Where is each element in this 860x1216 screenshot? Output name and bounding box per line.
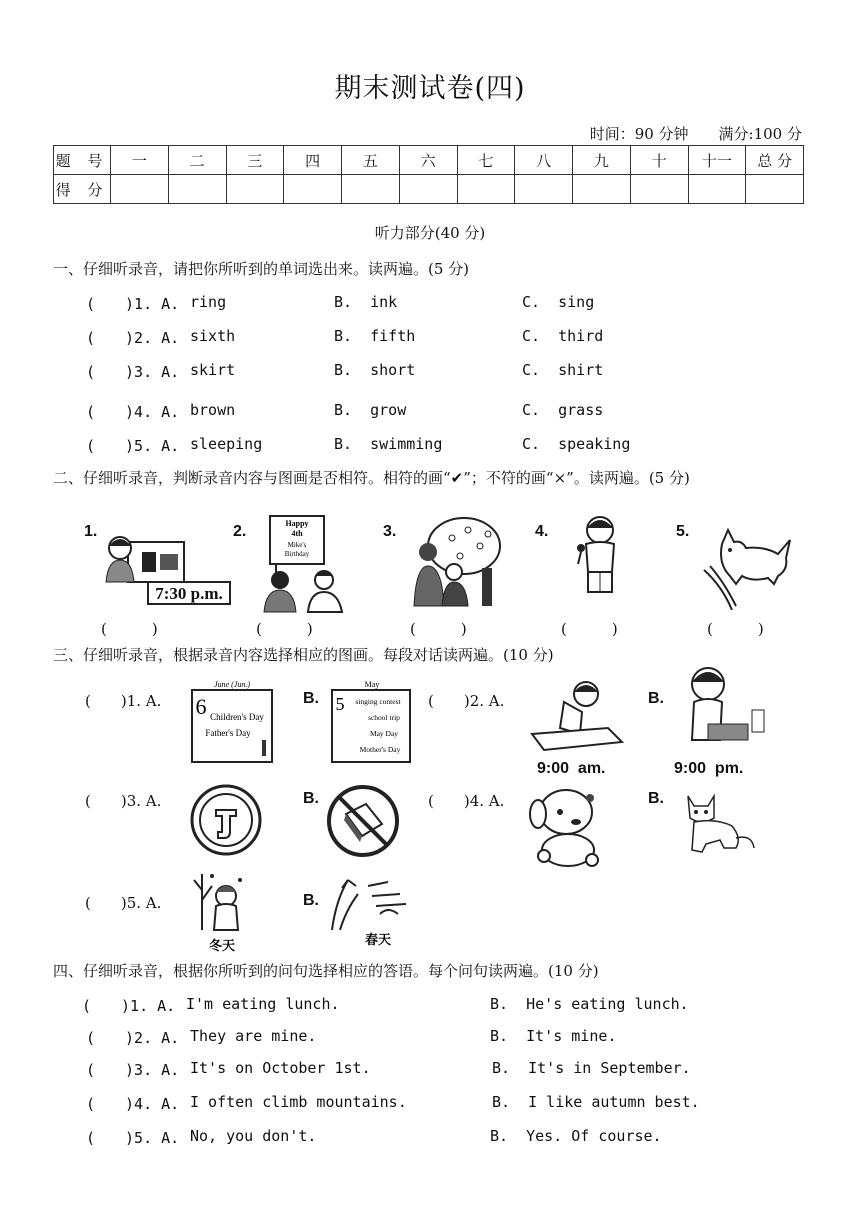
picture-number: 5. [676, 523, 690, 540]
list-item [86, 1127, 826, 1149]
section-4-instruction: 四、仔细听录音，根据你所听到的问句选择相应的答语。每个问句读两遍。(10 分) [53, 962, 599, 980]
calendar-header: June (Jun.) [214, 680, 250, 689]
score-input-cell[interactable] [457, 175, 515, 204]
option-b: B. grow [334, 401, 407, 419]
answer-blank[interactable]: ( )3. A. [86, 1061, 180, 1079]
section-3-instruction: 三、仔细听录音，根据录音内容选择相应的图画。每段对话读两遍。(10 分) [53, 646, 554, 664]
clock-time-label: 7:30 p.m. [155, 584, 223, 603]
score-input-cell[interactable] [630, 175, 688, 204]
picture-number: 1. [84, 523, 98, 540]
calendar-event: school trip [368, 713, 400, 722]
list-item [86, 293, 826, 315]
option-a: sleeping [190, 435, 263, 453]
answer-blank[interactable]: ( ) [101, 620, 158, 638]
winter-caption: 冬天 [208, 938, 236, 952]
option-b: B. It's in September. [492, 1059, 691, 1077]
score-table-cell: 六 [399, 146, 457, 175]
score-table-cell: 题 号 [54, 146, 111, 175]
list-item [86, 1093, 826, 1115]
time-score-info: 时间：90 分钟 满分:100 分 [589, 125, 802, 143]
answer-blank[interactable]: ( )1. A. [86, 295, 180, 313]
page-title: 期末测试卷(四) [334, 73, 526, 104]
score-table-cell: 十 [630, 146, 688, 175]
option-b-label: B. [648, 790, 664, 807]
june-calendar-illustration [190, 678, 274, 764]
time-label-am: 9:00 am. [537, 760, 606, 777]
list-item [86, 327, 826, 349]
calendar-day: 5 [335, 694, 345, 714]
answer-blank[interactable]: ( )1. A. [82, 997, 176, 1015]
sign-circle-illustration [190, 784, 262, 856]
score-table-cell: 得 分 [54, 175, 111, 204]
answer-blank[interactable]: ( ) [561, 620, 618, 638]
answer-blank[interactable]: ( )2. A. [428, 692, 505, 710]
list-item [86, 361, 826, 383]
section-1-instruction: 一、仔细听录音，请把你所听到的单词选出来。读两遍。(5 分) [53, 260, 470, 278]
option-a: brown [190, 401, 236, 419]
family-tree-illustration [408, 516, 504, 608]
list-item [86, 401, 826, 423]
score-table-cell: 总 分 [746, 146, 804, 175]
option-a: I'm eating lunch. [186, 995, 340, 1013]
poster-line: Happy [285, 519, 309, 528]
score-table-cell: 一 [111, 146, 169, 175]
dog-illustration [702, 526, 794, 610]
answer-blank[interactable]: ( )3. A. [86, 363, 180, 381]
score-input-cell[interactable] [226, 175, 284, 204]
score-table-cell: 七 [457, 146, 515, 175]
answer-blank[interactable]: ( )4. A. [86, 1095, 180, 1113]
score-input-cell[interactable] [746, 175, 804, 204]
score-input-cell[interactable] [168, 175, 226, 204]
puppy-illustration [528, 784, 606, 872]
option-b-label: B. [303, 892, 319, 909]
score-table-cell: 三 [226, 146, 284, 175]
score-table-header-row [54, 146, 804, 175]
poster-line: Birthday [284, 550, 310, 558]
answer-blank[interactable]: ( )1. A. [85, 692, 162, 710]
answer-blank[interactable]: ( )2. A. [86, 1029, 180, 1047]
calendar-event: Mother's Day [359, 745, 401, 754]
option-a: sixth [190, 327, 236, 345]
score-table-cell: 四 [284, 146, 342, 175]
may-calendar-illustration [330, 678, 412, 764]
score-table-cell: 九 [573, 146, 631, 175]
spring-illustration [328, 870, 414, 950]
option-b: B. I like autumn best. [492, 1093, 700, 1111]
option-b: B. Yes. Of course. [490, 1127, 662, 1145]
score-table-score-row [54, 175, 804, 204]
score-input-cell[interactable] [399, 175, 457, 204]
option-a: ring [190, 293, 227, 311]
option-c: C. speaking [522, 435, 631, 453]
birthday-poster-illustration [262, 514, 352, 614]
list-item [82, 995, 822, 1017]
score-input-cell[interactable] [284, 175, 342, 204]
boy-reading-illustration [528, 678, 624, 754]
answer-blank[interactable]: ( )5. A. [85, 894, 162, 912]
option-a: skirt [190, 361, 236, 379]
answer-blank[interactable]: ( ) [256, 620, 313, 638]
answer-blank[interactable]: ( )4. A. [428, 792, 505, 810]
answer-blank[interactable]: ( )5. A. [86, 437, 180, 455]
calendar-day: 6 [195, 694, 207, 719]
boy-clock-illustration [98, 524, 233, 608]
option-a: They are mine. [190, 1027, 317, 1045]
answer-blank[interactable]: ( )4. A. [86, 403, 180, 421]
option-c: C. shirt [522, 361, 604, 379]
calendar-header: May [364, 680, 380, 689]
picture-number: 2. [233, 523, 247, 540]
answer-blank[interactable]: ( )5. A. [86, 1129, 180, 1147]
answer-blank[interactable]: ( )3. A. [85, 792, 162, 810]
option-b: B. He's eating lunch. [490, 995, 689, 1013]
picture-number: 3. [383, 523, 397, 540]
calendar-event: Father's Day [205, 728, 251, 738]
poster-line: 4th [291, 529, 303, 538]
option-b: B. fifth [334, 327, 416, 345]
section-2-instruction: 二、仔细听录音，判断录音内容与图画是否相符。相符的画“✔”；不符的画“×”。读两遍。(5 分) [53, 469, 690, 487]
answer-blank[interactable]: ( ) [707, 620, 764, 638]
list-item [86, 1027, 826, 1049]
calendar-event: singing contest [355, 697, 401, 706]
score-table-cell: 二 [168, 146, 226, 175]
option-c: C. sing [522, 293, 595, 311]
score-table [53, 145, 804, 204]
calendar-event: Children's Day [210, 712, 264, 722]
winter-illustration [192, 870, 252, 952]
option-c: C. third [522, 327, 604, 345]
score-input-cell[interactable] [342, 175, 400, 204]
option-b: B. ink [334, 293, 398, 311]
calendar-event: May Day [369, 729, 399, 738]
list-item [86, 435, 826, 457]
option-c: C. grass [522, 401, 604, 419]
no-book-sign-illustration [326, 784, 400, 858]
option-b: B. It's mine. [490, 1027, 617, 1045]
option-a: It's on October 1st. [190, 1059, 371, 1077]
list-item [86, 1059, 826, 1081]
score-table-cell: 五 [342, 146, 400, 175]
score-table-cell: 八 [515, 146, 573, 175]
answer-blank[interactable]: ( )2. A. [86, 329, 180, 347]
boy-singing-illustration [568, 514, 628, 598]
option-b: B. swimming [334, 435, 443, 453]
poster-line: Mike's [287, 541, 307, 549]
score-table-cell: 十一 [688, 146, 746, 175]
score-input-cell[interactable] [111, 175, 169, 204]
score-input-cell[interactable] [573, 175, 631, 204]
option-a: No, you don't. [190, 1127, 317, 1145]
option-b-label: B. [648, 690, 664, 707]
option-a: I often climb mountains. [190, 1093, 407, 1111]
answer-blank[interactable]: ( ) [410, 620, 467, 638]
option-b: B. short [334, 361, 416, 379]
score-input-cell[interactable] [688, 175, 746, 204]
picture-number: 4. [535, 523, 549, 540]
time-label-pm: 9:00 pm. [674, 760, 744, 777]
cat-illustration [680, 788, 760, 858]
option-b-label: B. [303, 690, 319, 707]
spring-caption: 春天 [364, 932, 392, 947]
option-b-label: B. [303, 790, 319, 807]
boy-drawing-illustration [678, 662, 770, 758]
listening-header: 听力部分(40 分) [374, 224, 486, 242]
score-input-cell[interactable] [515, 175, 573, 204]
